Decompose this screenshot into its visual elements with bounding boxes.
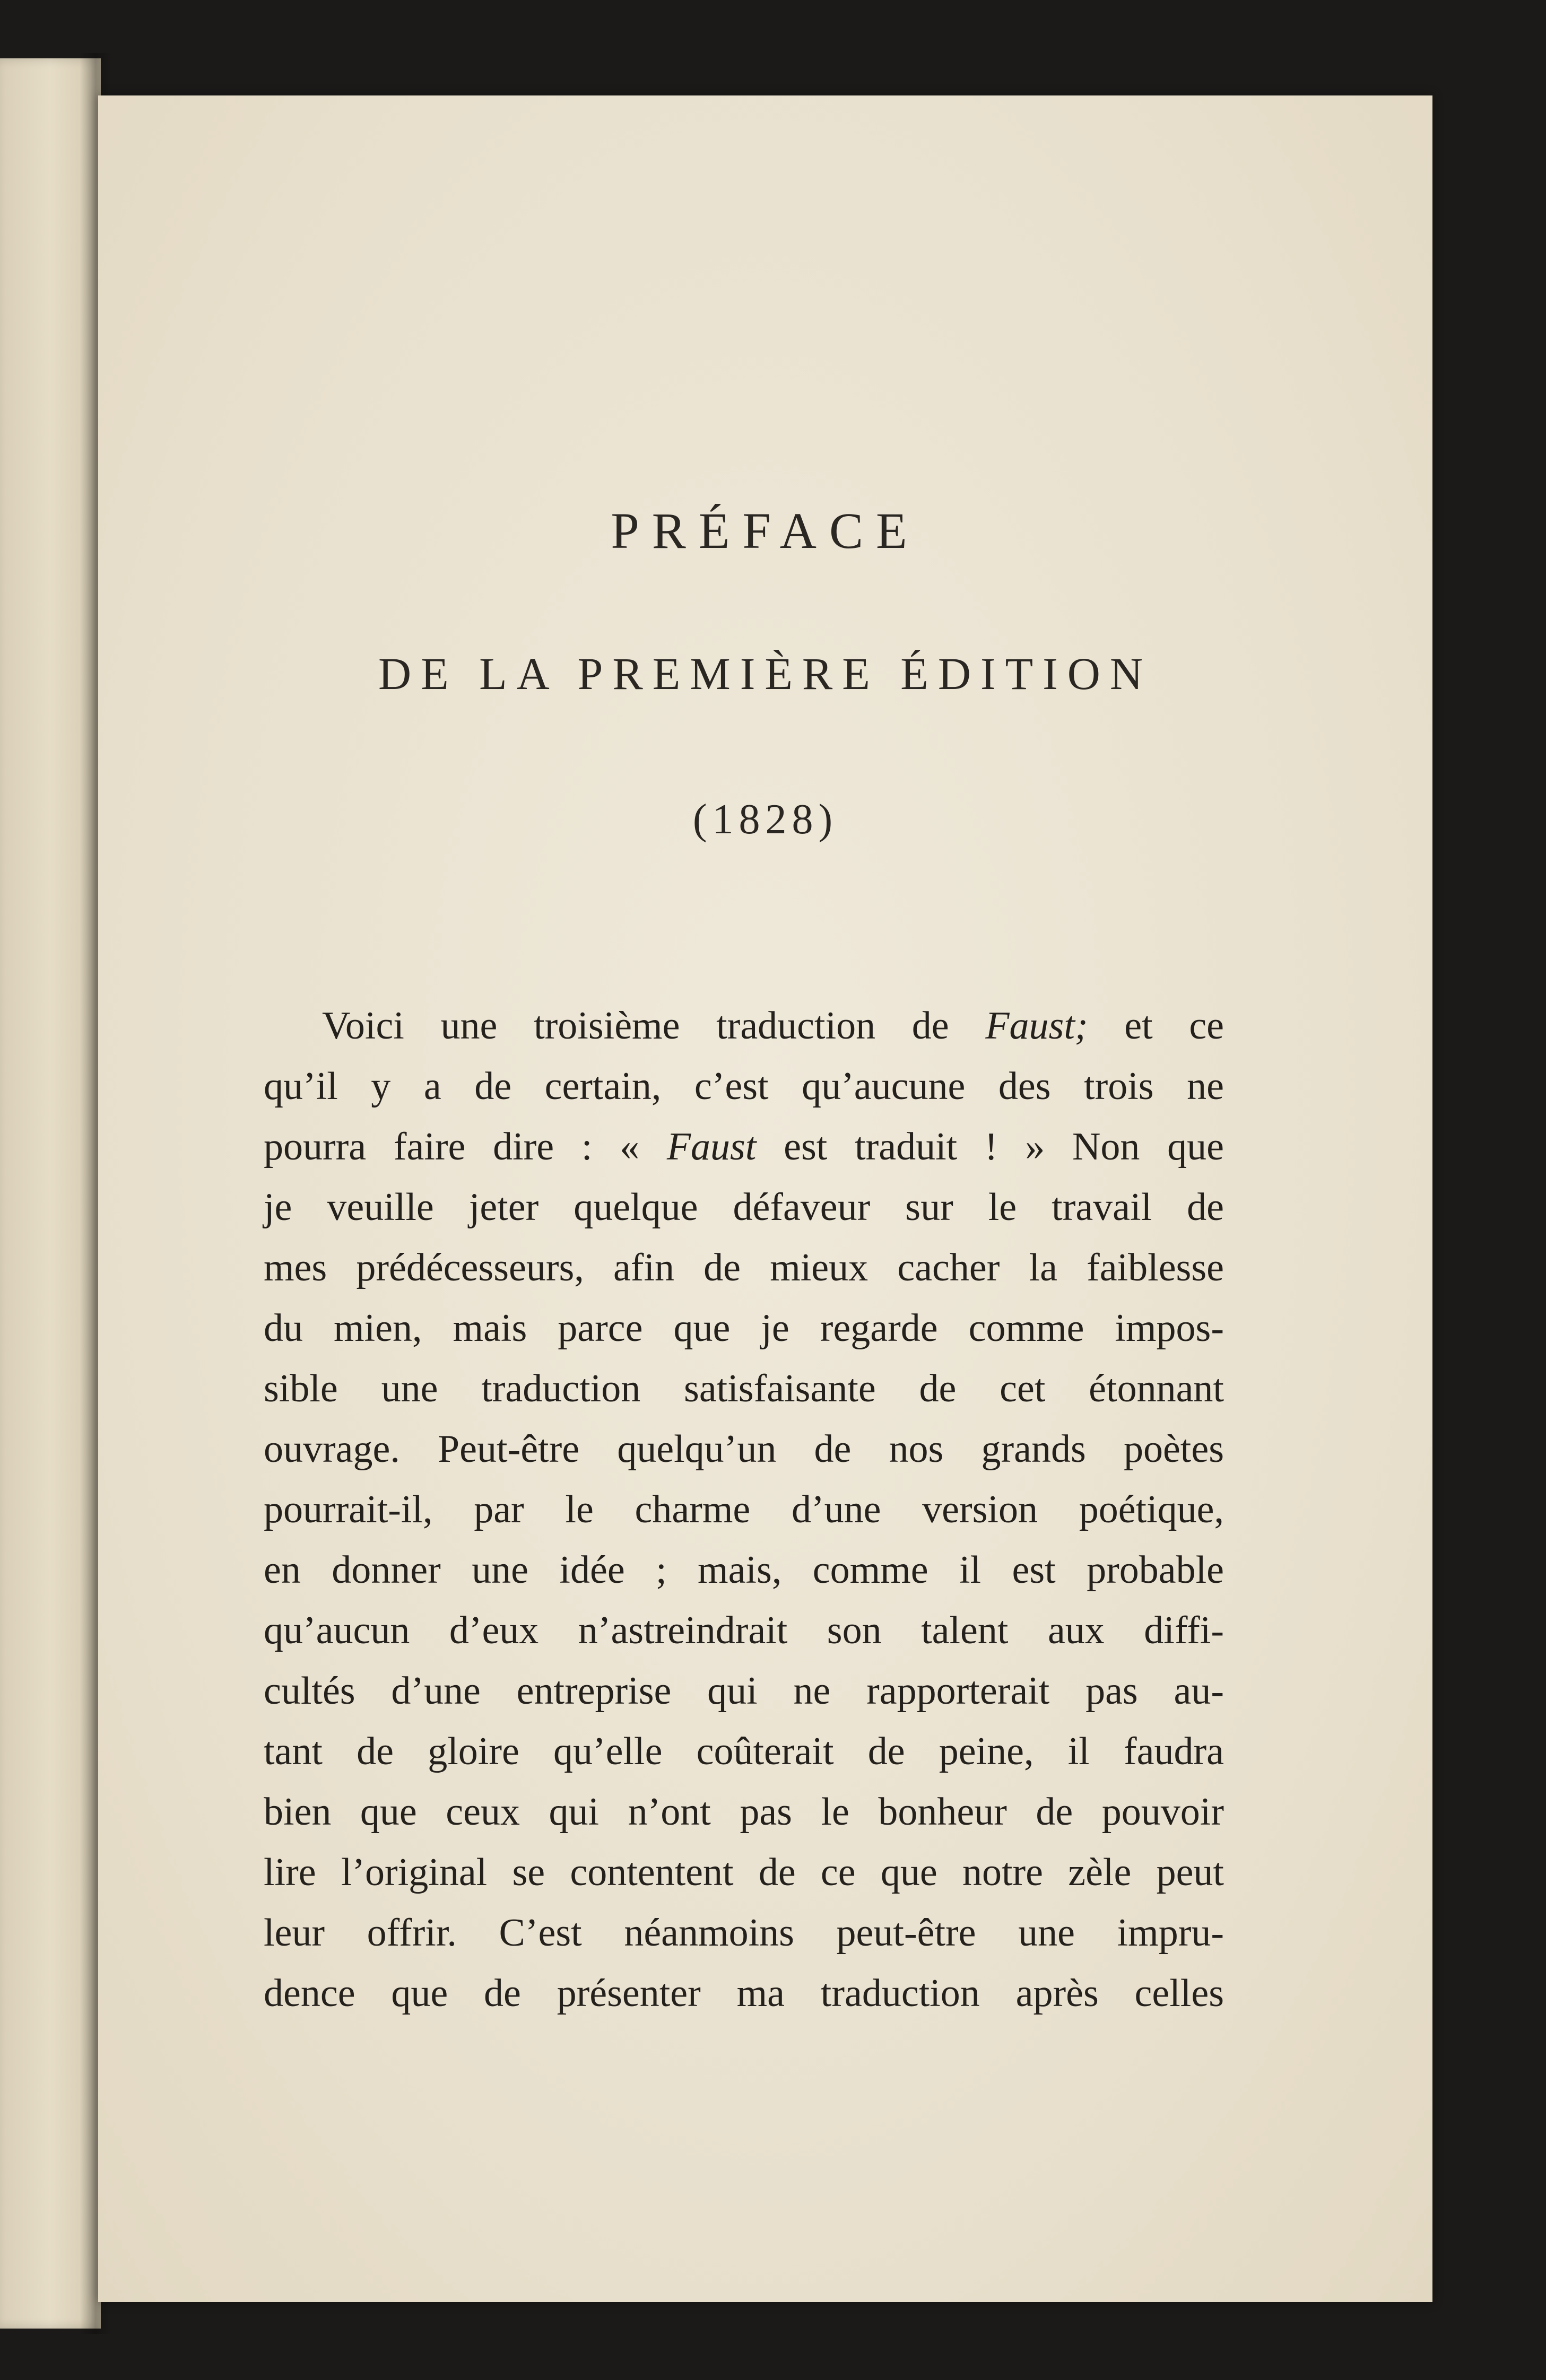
- body-line: [264, 1963, 1224, 2024]
- body-text-run: tant de gloire qu’elle coûterait de peine, il faudra: [264, 1730, 1224, 1773]
- body-line: [264, 1298, 1224, 1358]
- body-line: [264, 1419, 1224, 1479]
- preface-title: PRÉFACE: [611, 502, 920, 559]
- body-text-run: lire l’original se contentent de ce que notre zèle peut: [264, 1851, 1224, 1894]
- body-line: [264, 996, 1224, 1056]
- body-line: [264, 1903, 1224, 1963]
- body-line: [264, 1600, 1224, 1661]
- body-line: [264, 1479, 1224, 1540]
- body-text-run: sible une traduction satisfaisante de cet étonnant: [264, 1367, 1224, 1410]
- italic-title-run: Faust;: [985, 1004, 1088, 1048]
- book-page: [98, 95, 1432, 2302]
- body-line: [264, 1842, 1224, 1903]
- body-line: [264, 1721, 1224, 1782]
- body-text-run: et ce: [1088, 1004, 1224, 1048]
- body-text-run: ouvrage. Peut-être quelqu’un de nos grands poètes: [264, 1427, 1224, 1471]
- body-line: [264, 1358, 1224, 1419]
- body-line: [264, 1782, 1224, 1842]
- body-text-run: mes prédécesseurs, afin de mieux cacher la faiblesse: [264, 1246, 1224, 1289]
- body-text-run: dence que de présenter ma traduction après celles: [264, 1972, 1224, 2015]
- body-text-run: qu’il y a de certain, c’est qu’aucune des trois ne: [264, 1065, 1224, 1108]
- body-line: [264, 1237, 1224, 1298]
- body-text-run: bien que ceux qui n’ont pas le bonheur de pouvoir: [264, 1790, 1224, 1834]
- body-text-run: en donner une idée ; mais, comme il est probable: [264, 1548, 1224, 1592]
- body-text-run: cultés d’une entreprise qui ne rapporterait pas au-: [264, 1669, 1224, 1713]
- body-line: [264, 1117, 1224, 1177]
- italic-title-run: Faust: [666, 1125, 757, 1169]
- body-text-run: qu’aucun d’eux n’astreindrait son talent aux diffi-: [264, 1609, 1224, 1652]
- body-line: [264, 1056, 1224, 1117]
- preface-body-text: [264, 996, 1224, 2024]
- body-line: [264, 1661, 1224, 1721]
- body-line: [264, 1177, 1224, 1237]
- body-text-run: est traduit ! » Non que: [756, 1125, 1224, 1169]
- preface-subtitle: DE LA PREMIÈRE ÉDITION: [378, 648, 1152, 699]
- body-line: [264, 1540, 1224, 1600]
- body-text-run: du mien, mais parce que je regarde comme impos-: [264, 1306, 1224, 1350]
- body-text-run: leur offrir. C’est néanmoins peut-être une impru-: [264, 1911, 1224, 1955]
- body-text-run: Voici une troisième traduction de: [322, 1004, 986, 1048]
- body-text-run: pourrait-il, par le charme d’une version poétique,: [264, 1488, 1224, 1531]
- body-text-run: je veuille jeter quelque défaveur sur le travail de: [264, 1185, 1224, 1229]
- preface-year: (1828): [692, 796, 838, 843]
- body-text-run: pourra faire dire : «: [264, 1125, 667, 1169]
